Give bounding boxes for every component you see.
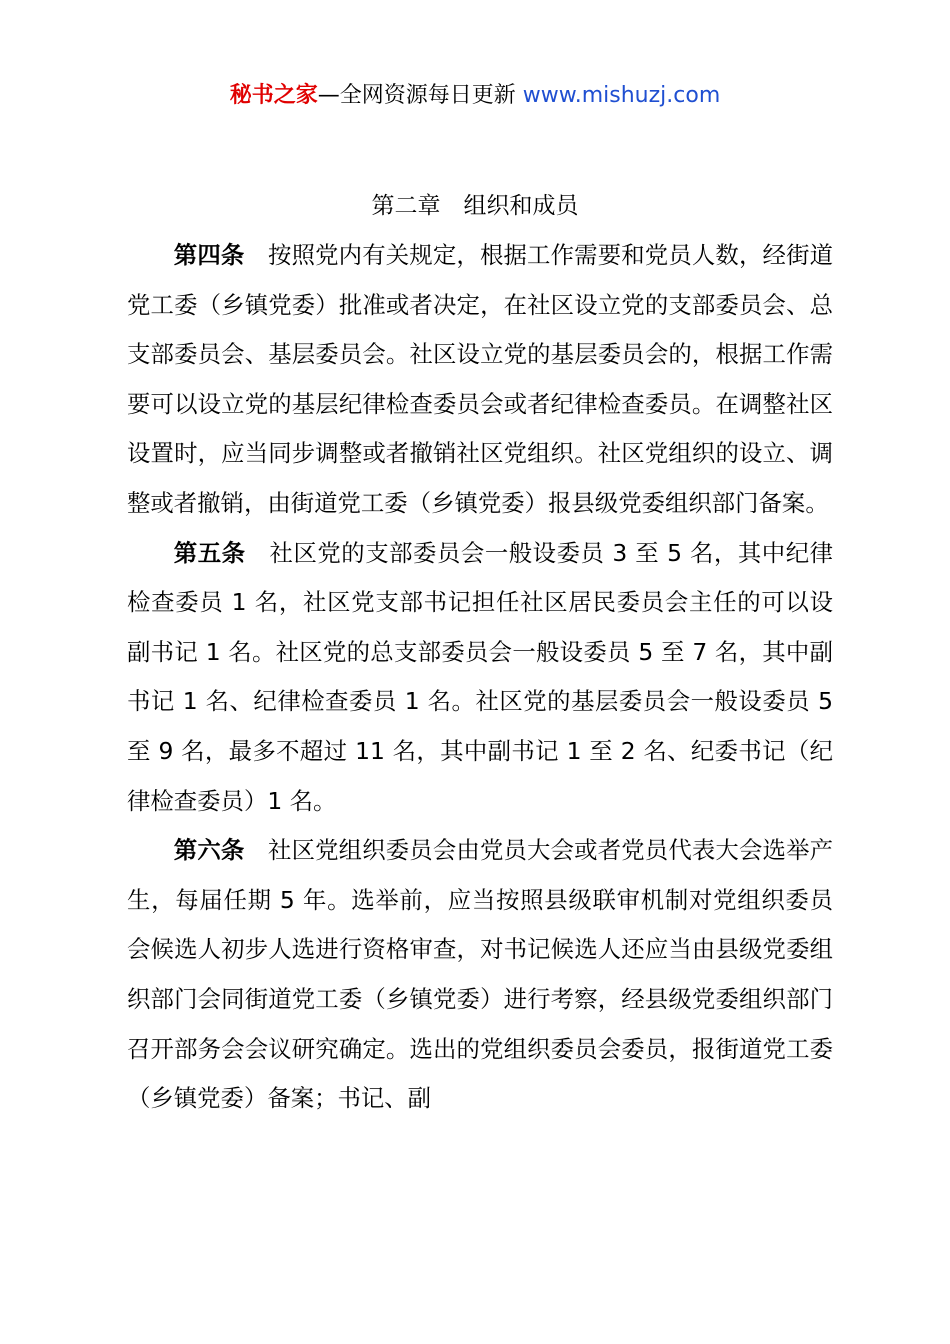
article-text: 按照党内有关规定，根据工作需要和党员人数，经街道党工委（乡镇党委）批准或者决定，在社区设立党的支部委员会、总支部委员会、基层委员会。社区设立党的基层委员会的，根据工作需要可以设立党的基层纪律检查委员会或者纪律检查委员。在调整社区设置时，应当同步调整或者撤销社区党组织。社区党组织的设立、调整或者撤销，由街道党工委（乡镇党委）报县级党委组织部门备案。 bbox=[127, 241, 834, 517]
article-paragraph bbox=[127, 529, 833, 827]
article-label: 第五条 bbox=[173, 538, 246, 567]
article-label: 第六条 bbox=[173, 836, 245, 865]
site-header bbox=[0, 80, 950, 112]
article-label: 第四条 bbox=[173, 241, 245, 269]
brand-name: 秘书之家 bbox=[229, 83, 318, 108]
article-text: 社区党组织委员会由党员大会或者党员代表大会选举产生，每届任期 5 年。选举前，应当按照县级联审机制对党组织委员会候选人初步人选进行资格审查，对书记候选人还应当由县级党委组织部门会同街道党工委（乡镇党委）进行考察，经县级党委组织部门召开部务会会议研究确定。选出的党组织委员会委员，报街道党工委（乡镇党委）备案；书记、副 bbox=[127, 836, 834, 1113]
chapter-title: 第二章 组织和成员 bbox=[371, 193, 579, 219]
site-url-link[interactable]: www.mishuzj.com bbox=[522, 83, 721, 108]
header-tagline: —全网资源每日更新 bbox=[317, 83, 516, 108]
article-text: 社区党的支部委员会一般设委员 3 至 5 名，其中纪律检查委员 1 名，社区党支部书记担任社区居民委员会主任的可以设副书记 1 名。社区党的总支部委员会一般设委员 5 至 7 名，其中副书记 1 名、纪律检查委员 1 名。社区党的基层委员会一般设委员 5 至 9 名，最多不超过 11 名，其中副书记 1 至 2 名、纪委书记（纪律检查委员）1 名。 bbox=[127, 538, 834, 815]
article-paragraph bbox=[127, 231, 833, 529]
document-body bbox=[127, 231, 833, 1124]
article-paragraph bbox=[127, 826, 833, 1124]
